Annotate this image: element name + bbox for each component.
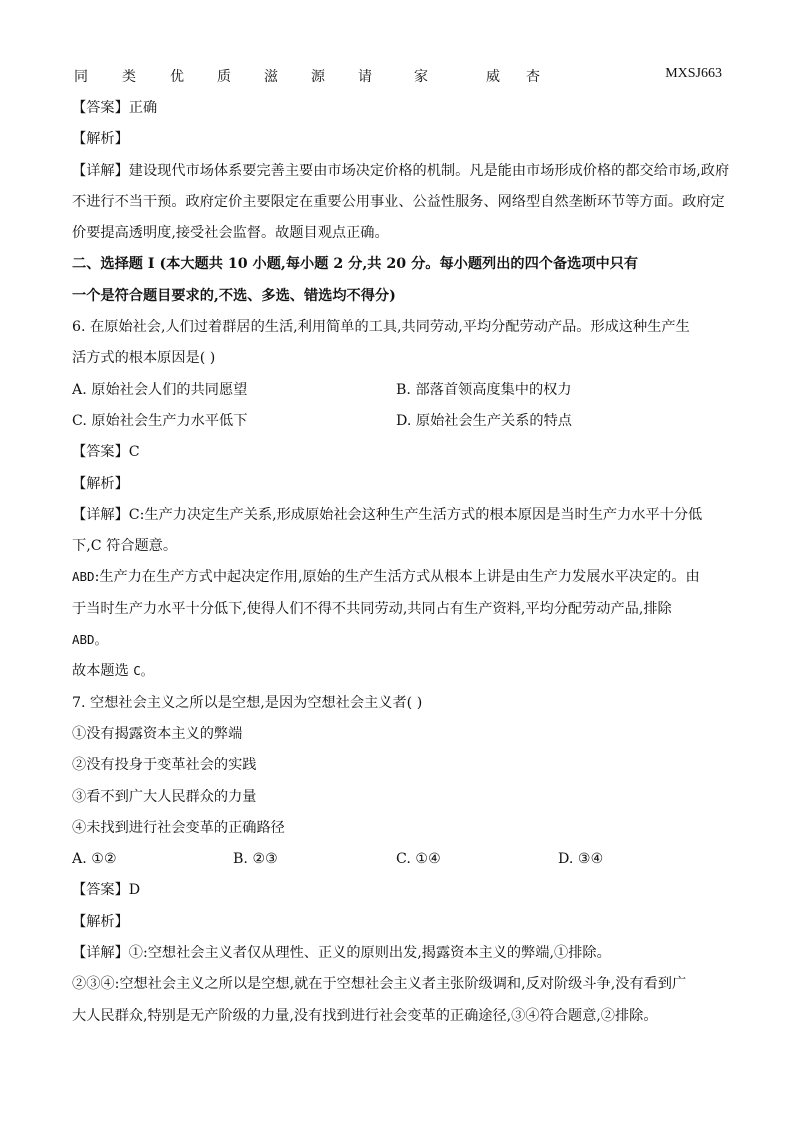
answer-value: 正确 [128, 100, 158, 116]
detail-text: ①:空想社会主义者仅从理性、正义的原则出发,揭露资本主义的弊端,①排除。 [128, 945, 611, 962]
header-char: 家 [414, 69, 428, 85]
answer-label: 【答案】 [72, 882, 129, 899]
detail-text: :生产力在生产方式中起决定作用,原始的生产生活方式从根本上讲是由生产力发展水平决定的。由 [94, 569, 700, 586]
detail-line [72, 159, 730, 190]
detail-line: 大人民群众,特别是无产阶级的力量,没有找到进行社会变革的正确途径,③④符合题意,②排除。 [72, 1007, 658, 1024]
header-char: 质 [217, 69, 231, 85]
analysis-label: 【解析】 [72, 913, 129, 930]
document-body [72, 96, 730, 1035]
question-stem: 7. 空想社会主义之所以是空想,是因为空想社会主义者( ) [72, 694, 423, 711]
conclusion-text: 故本题选 [72, 663, 134, 680]
option-d: D. 原始社会生产关系的特点 [396, 412, 572, 429]
header-char: 威 [486, 69, 500, 85]
detail-text: C:生产力决定生产关系,形成原始社会这种生产生活方式的根本原因是当时生产力水平十分低 [128, 506, 703, 523]
detail-line: ABD。 [72, 632, 108, 648]
header-char: 滋 [264, 69, 278, 85]
detail-line: 价要提高透明度,接受社会监督。故题目观点正确。 [72, 225, 389, 242]
analysis-label: 【解析】 [72, 475, 129, 492]
detail-line [72, 941, 722, 972]
detail-label: 【详解】 [72, 162, 129, 179]
abd-prefix: ABD [72, 569, 95, 585]
option-d: D. ③④ [558, 851, 604, 868]
answer-label: 【答案】 [72, 444, 129, 461]
option-a: A. 原始社会人们的共同愿望 [72, 381, 248, 398]
section-heading: 二、选择题 I (本大题共 10 小题,每小题 2 分,共 20 分。每小题列出的四个备选项中只有 [72, 256, 639, 273]
section-heading: 一个是符合题目要求的,不选、多选、错选均不得分) [72, 287, 396, 304]
answer-value: C [128, 444, 140, 461]
detail-line: 不进行不当干预。政府定价主要限定在重要公用事业、公益性服务、网络型自然垄断环节等方面。政府定 [72, 193, 725, 210]
detail-line: 于当时生产力水平十分低下,使得人们不得不共同劳动,共同占有生产资料,平均分配劳动产品,排除 [72, 600, 672, 617]
header-code: MXSJ663 [665, 66, 722, 81]
option-b: B. ②③ [233, 851, 278, 868]
page-header [74, 66, 722, 88]
header-char: 源 [311, 69, 325, 85]
statement-item: ③看不到广大人民群众的力量 [72, 788, 257, 805]
detail-line: ②③④:空想社会主义之所以是空想,就在于空想社会主义者主张阶级调和,反对阶级斗争,没有看到广 [72, 976, 687, 993]
header-char: 同 [74, 69, 88, 85]
statement-item: ②没有投身于变革社会的实践 [72, 757, 257, 774]
detail-text: 建设现代市场体系要完善主要由市场决定价格的机制。凡是能由市场形成价格的都交给市场,政府 [128, 162, 730, 179]
answer-line [72, 440, 722, 471]
statement-item: ④未找到进行社会变革的正确路径 [72, 819, 285, 836]
option-row [72, 378, 722, 409]
option-row [72, 409, 722, 440]
header-char: 请 [358, 69, 372, 85]
option-c: C. ①④ [396, 851, 441, 868]
option-c: C. 原始社会生产力水平低下 [72, 412, 248, 429]
statement-item: ①没有揭露资本主义的弊端 [72, 725, 243, 742]
analysis-label: 【解析】 [72, 131, 129, 148]
option-row [72, 847, 722, 878]
answer-line [72, 96, 722, 127]
detail-label: 【详解】 [72, 506, 129, 523]
conclusion-code: C。 [133, 663, 154, 679]
header-char: 优 [170, 69, 184, 85]
option-a: A. ①② [72, 851, 117, 868]
detail-label: 【详解】 [72, 945, 129, 962]
question-stem: 6. 在原始社会,人们过着群居的生活,利用简单的工具,共同劳动,平均分配劳动产品。形成这种生产生 [72, 319, 690, 336]
option-b: B. 部落首领高度集中的权力 [396, 381, 572, 398]
detail-line [72, 565, 722, 596]
question-stem: 活方式的根本原因是( ) [72, 350, 216, 367]
detail-line: 下,C 符合题意。 [72, 538, 178, 555]
conclusion-line [72, 659, 722, 690]
answer-line [72, 878, 722, 909]
answer-value: D [128, 882, 141, 899]
detail-line [72, 503, 722, 534]
header-char: 杏 [526, 69, 540, 85]
answer-label: 【答案】 [72, 100, 129, 116]
header-char: 类 [122, 69, 136, 85]
